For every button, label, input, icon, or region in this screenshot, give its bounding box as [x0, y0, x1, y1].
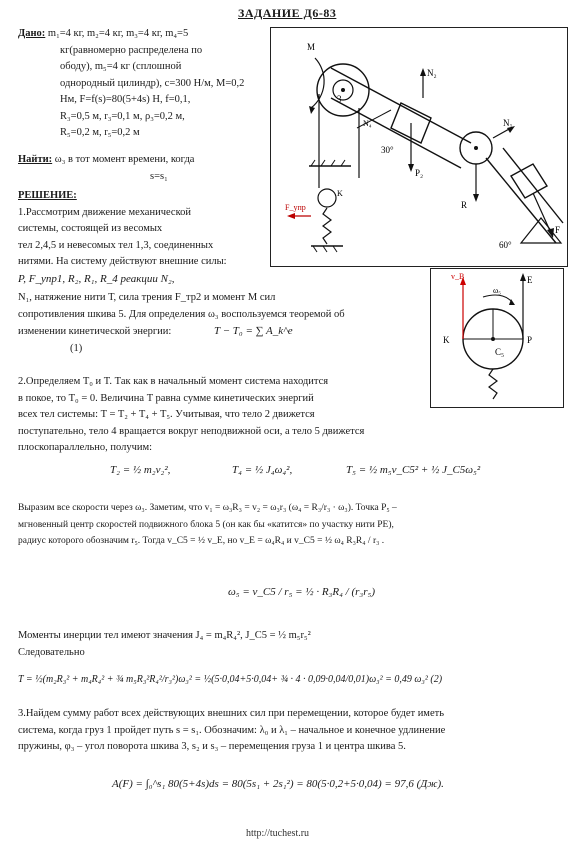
- label-C5: C₅: [495, 347, 505, 357]
- solution-p2-b: сопротивления шкива 5. Для определения ω₃ воспользуемся теоремой об: [18, 308, 345, 320]
- equation-T: T = ½(m₂R₃² + m₄R₄² + ¾ m₅R₃²R₄²/r₃²)ω₃² = ½(5·0,04+5·0,04+ ¾ · 4 · 0,09·0,04/0,01)ω₃² = 0,49 ω₃² (2): [18, 674, 443, 685]
- label-N2: N₂: [427, 68, 437, 78]
- label-3: 3: [337, 94, 342, 104]
- label-K2: K: [443, 335, 450, 345]
- find-text: ω₃ в тот момент времени, когда: [54, 154, 195, 165]
- solution-p4-c: радиус которого обозначим r₅. Тогда v_C5 = ½ v_E, но v_E = ω₄R₄ и v_C5 = ½ ω₄ R₃R₄ / r₃ .: [18, 536, 385, 546]
- equation-w5: ω₅ = v_C5 / r₅ = ½ · R₃R₄ / (r₃r₅): [228, 586, 375, 598]
- solution-p3-c: всех тел системы: T = T₂ + T₄ + T₅. Учитывая, что тело 2 движется: [18, 409, 315, 420]
- solution-p7-c: пружины, φ₃ – угол поворота шкива 3, s₂ и s₃ – перемещения груза 1 и центра шкива 5.: [18, 741, 406, 752]
- given-line-1: кг(равномерно распределена по: [60, 44, 203, 56]
- equation-T5: T₅ = ½ m₅v_C5² + ½ J_C5ω₅²: [346, 464, 481, 476]
- solution-intro: [18, 188, 268, 287]
- mechanism-diagram: [271, 28, 567, 266]
- label-w5: ω₅: [493, 286, 502, 295]
- solution-p2-a: N₁, натяжение нити Т, сила трения F_тр2 и момент М сил: [18, 292, 276, 303]
- find-label: Найти:: [18, 154, 53, 165]
- label-F: F: [555, 225, 561, 235]
- label-P: P: [527, 335, 533, 345]
- given-line-5: R₃=0,5 м, r₃=0,1 м, ρ₃=0,2 м,: [60, 110, 185, 122]
- solution-p3-d: поступательно, тело 4 вращается вокруг неподвижной оси, а тело 5 движется: [18, 425, 365, 437]
- solution-p1-0: 1.Рассмотрим движение механической: [18, 206, 192, 218]
- solution-p1-1: системы, состоящей из весомых: [18, 223, 163, 234]
- label-vB: v_B: [451, 272, 465, 281]
- given-section: [18, 26, 268, 142]
- solution-p2: [18, 290, 426, 357]
- equation-T2: T₂ = ½ m₂v₂²,: [110, 464, 171, 476]
- solution-p3: [18, 374, 570, 457]
- solution-p5: [18, 628, 570, 661]
- solution-label: РЕШЕНИЕ:: [18, 190, 77, 201]
- given-line-0: m₁=4 кг, m₂=4 кг, m₃=4 кг, m₄=5: [47, 28, 189, 39]
- solution-p1-eq: P, F_упр1, R₂, R₁, R_4 реакции N₂,: [18, 272, 175, 285]
- solution-p3-e: плоскопараллельно, получим:: [18, 442, 153, 453]
- label-R: R: [461, 200, 468, 210]
- given-line-6: R₅=0,2 м, r₅=0,2 м: [60, 127, 140, 138]
- equation-T4: T₄ = ½ J₄ω₄²,: [232, 464, 293, 476]
- solution-p3-a: 2.Определяем T₀ и T. Так как в начальный момент система находится: [18, 376, 329, 387]
- label-M: M: [307, 42, 316, 52]
- label-N1: N₁: [503, 118, 513, 128]
- solution-p3-b: в покое, то T₀ = 0. Величина T равна сумме кинетических энергий: [18, 392, 314, 404]
- label-60deg: 60°: [499, 240, 512, 250]
- solution-p5-text: Моменты инерции тел имеют значения J₄ = m₄R₄², J_C5 = ½ m₅r₅²: [18, 630, 311, 641]
- given-line-2: ободу), m₅=4 кг (сплошной: [60, 61, 182, 72]
- given-line-3: однородный цилиндр), c=300 Н/м, M=0,2: [60, 77, 245, 89]
- solution-p7-a: 3.Найдем сумму работ всех действующих внешних сил при перемещении, которое будет иметь: [18, 708, 444, 719]
- label-N4: N₄: [363, 119, 372, 128]
- solution-p6-text: Следовательно: [18, 646, 85, 658]
- given-line-4: Нм, F=f(s)=80(5+4s) Н, f=0,1,: [60, 94, 191, 105]
- find-section: [18, 152, 268, 185]
- solution-p7-b: система, когда груз 1 пройдет путь s = s₁. Обозначим: λ₀ и λ₁ – начальное и конечное удлинение: [18, 724, 446, 736]
- solution-p4-a: Выразим все скорости через ω₃. Заметим, что v₁ = ω₃R₃ = v₂ = ω₃r₃ (ω₄ = R₃/r₃ · ω₃). Точка P₅ –: [18, 503, 397, 513]
- equation-AF: A(F) = ∫₀^s₁ 80(5+4s)ds = 80(5s₁ + 2s₁²) = 80(5·0,2+5·0,04) = 97,6 (Дж).: [112, 778, 444, 790]
- footer-url: http://tuchest.ru: [246, 828, 310, 839]
- solution-p2-c: изменении кинетической энергии:: [18, 326, 172, 337]
- page-title: ЗАДАНИЕ Д6-83: [238, 6, 337, 20]
- label-Fupr: F_упр: [285, 203, 306, 212]
- solution-p7: [18, 706, 570, 756]
- label-30deg: 30°: [381, 145, 394, 155]
- solution-p1-2: тел 2,4,5 и невесомых тел 1,3, соединенных: [18, 239, 214, 251]
- solution-p4-b: мгновенный центр скоростей подвижного блока 5 (он как бы «катится» по участку нити PE),: [18, 519, 394, 530]
- solution-p4: [18, 500, 570, 550]
- cylinder-5: [318, 189, 336, 207]
- equation-1-number: (1): [70, 342, 83, 354]
- label-K: K: [337, 189, 343, 198]
- mechanism-figure: [270, 27, 568, 267]
- find-text-2: s=s₁: [150, 170, 168, 182]
- label-P2: P₂: [415, 168, 424, 178]
- label-E: E: [527, 275, 533, 285]
- equation-1: T − T₀ = ∑ A_k^e: [213, 325, 293, 337]
- given-label: Дано:: [18, 28, 46, 39]
- solution-p1-3: нитями. На систему действуют внешние силы:: [18, 256, 227, 267]
